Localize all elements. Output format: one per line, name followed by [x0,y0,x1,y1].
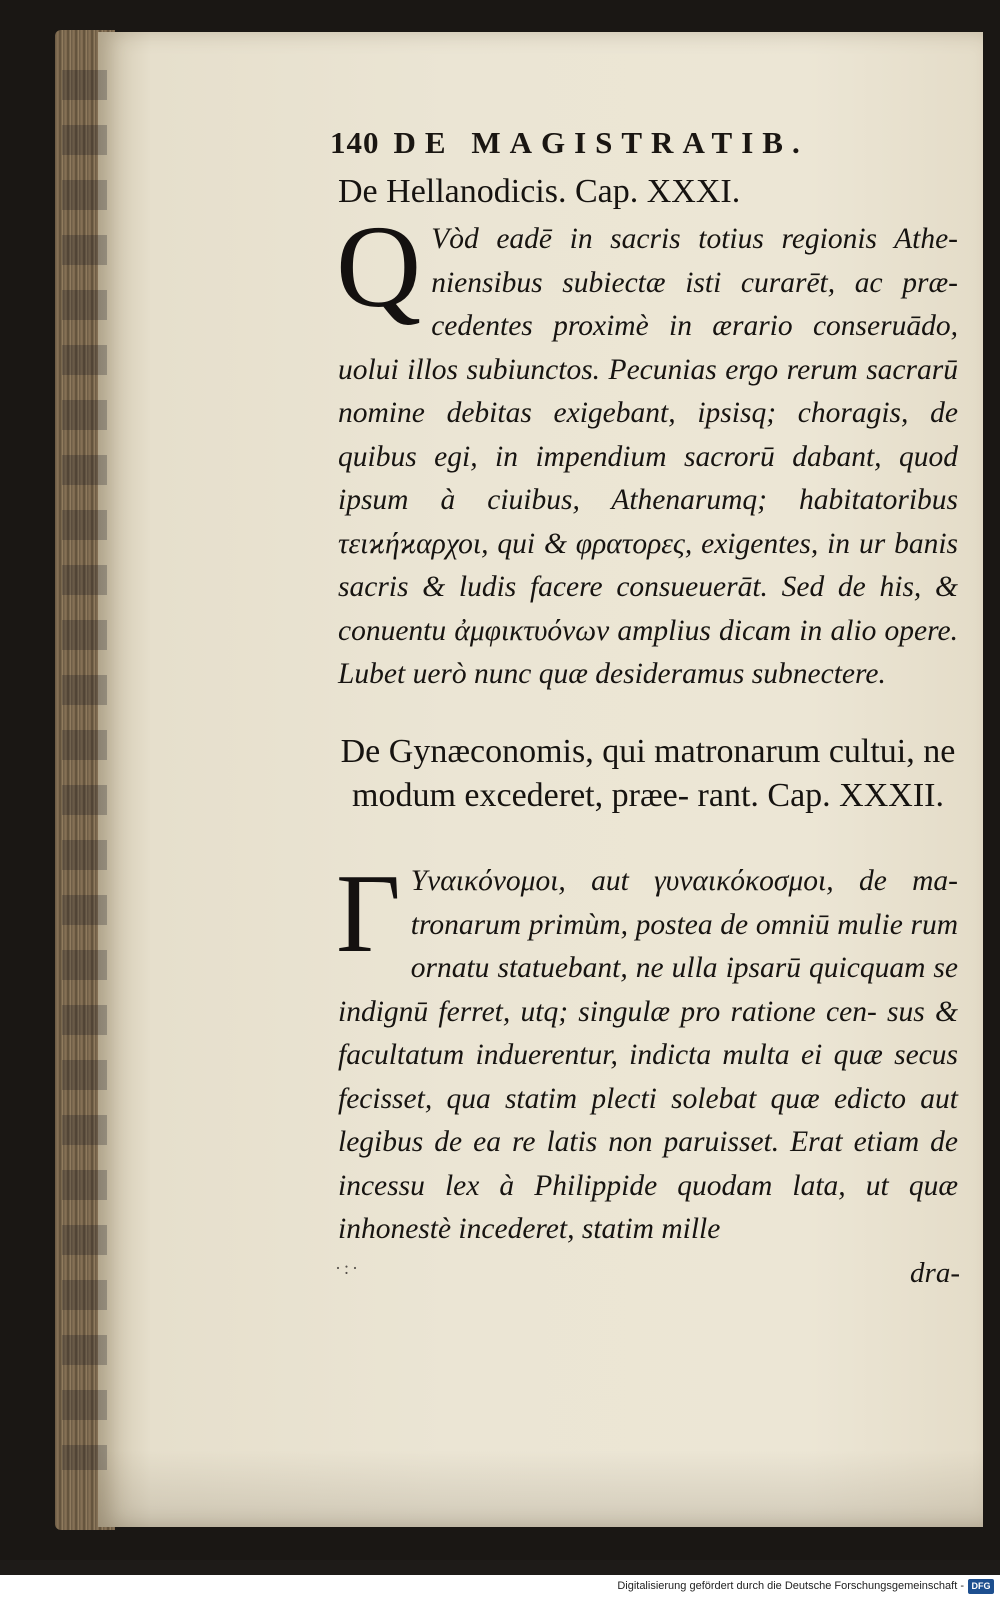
section-heading-hellanodicis: De Hellanodicis. Cap. XXXI. [338,173,741,210]
page-shadow [98,1450,983,1527]
section-body-gynaeconomis [336,852,958,1252]
paragraph-text: Vòd eadē in sacris totius regionis Athe- niensibus subiectæ isti curarēt, ac præ- cedentes proximè in ærario conseruādo, uolui illos subiunctos. Pecunias ergo rerum sacrarū nomine debitas exigebant, ipsisq; choragis, de quibus egi, in impendium sacrorū dabant, quod ipsum à ciuibus, Athenarumq; habitatoribus τειϰήϰαρχοι, qui & φρατορες, exigentes, in ur banis sacris & ludis facere consueuerāt. Sed de his, & conuentu ἀμφικτυόνων amplius dicam in alio opere. Lubet uerò nunc quæ desideramus subnectere. [338,223,958,690]
footer-bar [0,1575,1000,1600]
page-number: 140 [330,125,380,160]
drop-capital-q: Q [336,201,422,332]
catchword: dra- [910,1257,960,1289]
dfg-logo: DFG [968,1579,994,1594]
paragraph-text: Υναικόνομοι, aut γυναικόκοσμοι, de ma- tronarum primùm, postea de omniū mulie rum ornatu statuebant, ne ulla ipsarū quicquam se indignū ferret, utq; singulæ pro ratione cen- sus & facultatum induerentur, indicta multa ei quæ secus fecisset, qua statim plecti solebat quæ edicto aut legibus de ea re latis non paruisset. Erat etiam de incessu lex à Philippide quodam lata, ut quæ inhonestè incederet, statim mille [338,865,958,1245]
printer-mark: ·:· [335,1258,361,1278]
bleed-through-margin [62,70,107,1470]
section-heading-gynaeconomis: De Gynæconomis, qui matronarum cultui, ne modum excederet, præe- rant. Cap. XXXII. [340,733,956,814]
running-title: DE MAGISTRATIB. [393,125,809,160]
footer-credit: Digitalisierung gefördert durch die Deutsche Forschungsgemeinschaft - [617,1580,964,1592]
drop-capital-gamma: Γ [336,852,401,976]
running-head [330,125,950,161]
section-body-hellanodicis [336,201,958,697]
